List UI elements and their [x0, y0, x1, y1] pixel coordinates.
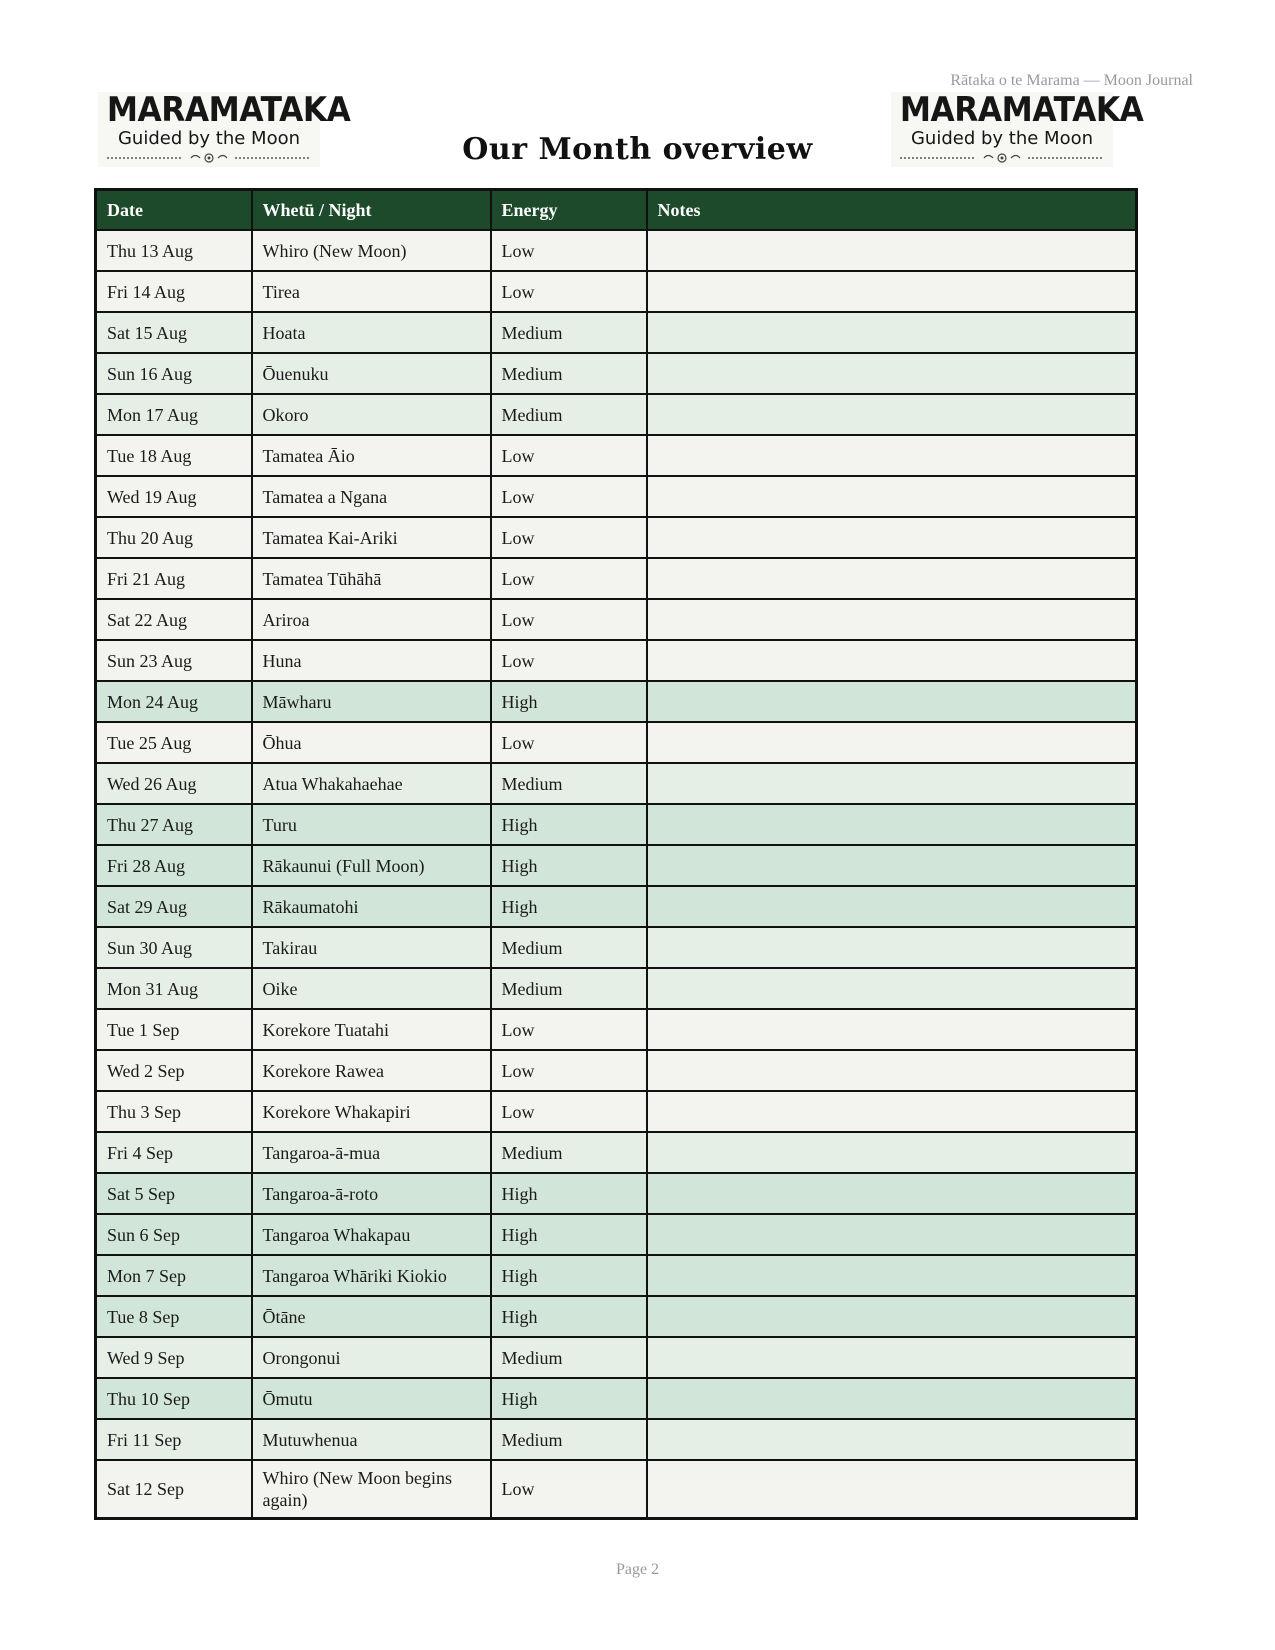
whetu-night-cell: Ōmutu: [252, 1378, 491, 1419]
energy-cell: Low: [491, 599, 647, 640]
energy-cell: Medium: [491, 312, 647, 353]
date-cell: Sat 5 Sep: [96, 1173, 252, 1214]
table-row: [96, 394, 1137, 435]
date-cell: Fri 28 Aug: [96, 845, 252, 886]
table-row: [96, 1255, 1137, 1296]
energy-cell: Low: [491, 517, 647, 558]
date-cell: Sun 23 Aug: [96, 640, 252, 681]
energy-cell: Low: [491, 435, 647, 476]
notes-cell[interactable]: [647, 1173, 1137, 1214]
energy-cell: High: [491, 1255, 647, 1296]
date-cell: Sun 16 Aug: [96, 353, 252, 394]
logo-title: MARAMATAKA: [106, 90, 351, 130]
date-cell: Wed 26 Aug: [96, 763, 252, 804]
whetu-night-cell: Whiro (New Moon begins again): [252, 1460, 491, 1519]
notes-cell[interactable]: [647, 722, 1137, 763]
notes-cell[interactable]: [647, 312, 1137, 353]
whetu-night-cell: Turu: [252, 804, 491, 845]
notes-cell[interactable]: [647, 1255, 1137, 1296]
table-row: [96, 353, 1137, 394]
table-row: [96, 558, 1137, 599]
notes-cell[interactable]: [647, 968, 1137, 1009]
whetu-night-cell: Huna: [252, 640, 491, 681]
energy-cell: Medium: [491, 927, 647, 968]
energy-cell: High: [491, 845, 647, 886]
notes-cell[interactable]: [647, 271, 1137, 312]
table-row: [96, 968, 1137, 1009]
notes-cell[interactable]: [647, 476, 1137, 517]
month-overview-table: [94, 188, 1138, 1520]
whetu-night-cell: Māwharu: [252, 681, 491, 722]
date-cell: Wed 2 Sep: [96, 1050, 252, 1091]
logo-subtitle: Guided by the Moon: [117, 128, 301, 149]
energy-cell: Low: [491, 640, 647, 681]
date-cell: Thu 13 Aug: [96, 230, 252, 271]
energy-cell: High: [491, 804, 647, 845]
whetu-night-cell: Oike: [252, 968, 491, 1009]
notes-cell[interactable]: [647, 1419, 1137, 1460]
energy-cell: High: [491, 1378, 647, 1419]
notes-cell[interactable]: [647, 599, 1137, 640]
whetu-night-cell: Tamatea a Ngana: [252, 476, 491, 517]
energy-cell: Low: [491, 1091, 647, 1132]
column-header-night: Whetū / Night: [252, 190, 491, 231]
table-body: [96, 230, 1137, 1519]
date-cell: Sun 6 Sep: [96, 1214, 252, 1255]
date-cell: Fri 14 Aug: [96, 271, 252, 312]
table-row: [96, 230, 1137, 271]
table-row: [96, 476, 1137, 517]
whetu-night-cell: Ōtāne: [252, 1296, 491, 1337]
date-cell: Mon 17 Aug: [96, 394, 252, 435]
whetu-night-cell: Ōuenuku: [252, 353, 491, 394]
notes-cell[interactable]: [647, 1132, 1137, 1173]
table-row: [96, 763, 1137, 804]
date-cell: Fri 4 Sep: [96, 1132, 252, 1173]
table-row: [96, 1091, 1137, 1132]
notes-cell[interactable]: [647, 927, 1137, 968]
energy-cell: High: [491, 886, 647, 927]
table-row: [96, 804, 1137, 845]
date-cell: Thu 10 Sep: [96, 1378, 252, 1419]
date-cell: Tue 8 Sep: [96, 1296, 252, 1337]
energy-cell: Medium: [491, 1419, 647, 1460]
whetu-night-cell: Atua Whakahaehae: [252, 763, 491, 804]
table-row: [96, 312, 1137, 353]
whetu-night-cell: Rākaunui (Full Moon): [252, 845, 491, 886]
notes-cell[interactable]: [647, 435, 1137, 476]
table-row: [96, 927, 1137, 968]
notes-cell[interactable]: [647, 353, 1137, 394]
energy-cell: Medium: [491, 353, 647, 394]
whetu-night-cell: Tamatea Āio: [252, 435, 491, 476]
energy-cell: Low: [491, 1460, 647, 1519]
date-cell: Fri 21 Aug: [96, 558, 252, 599]
date-cell: Thu 27 Aug: [96, 804, 252, 845]
table-row: [96, 640, 1137, 681]
date-cell: Sun 30 Aug: [96, 927, 252, 968]
table-header-row: [96, 190, 1137, 231]
notes-cell[interactable]: [647, 517, 1137, 558]
energy-cell: High: [491, 681, 647, 722]
notes-cell[interactable]: [647, 763, 1137, 804]
page-number: Page 2: [615, 1561, 660, 1578]
energy-cell: High: [491, 1214, 647, 1255]
whetu-night-cell: Ōhua: [252, 722, 491, 763]
notes-cell[interactable]: [647, 1091, 1137, 1132]
whetu-night-cell: Tangaroa-ā-roto: [252, 1173, 491, 1214]
date-cell: Wed 9 Sep: [96, 1337, 252, 1378]
journal-header-note: Rātaka o te Marama — Moon Journal: [950, 72, 1193, 89]
table-row: [96, 599, 1137, 640]
date-cell: Thu 20 Aug: [96, 517, 252, 558]
table-row: [96, 1214, 1137, 1255]
table-row: [96, 1460, 1137, 1519]
notes-cell[interactable]: [647, 1296, 1137, 1337]
whetu-night-cell: Tamatea Tūhāhā: [252, 558, 491, 599]
table-row: [96, 1009, 1137, 1050]
energy-cell: Low: [491, 230, 647, 271]
notes-cell[interactable]: [647, 394, 1137, 435]
whetu-night-cell: Tamatea Kai-Ariki: [252, 517, 491, 558]
date-cell: Tue 18 Aug: [96, 435, 252, 476]
notes-cell[interactable]: [647, 681, 1137, 722]
notes-cell[interactable]: [647, 230, 1137, 271]
whetu-night-cell: Tirea: [252, 271, 491, 312]
table-row: [96, 1050, 1137, 1091]
energy-cell: Low: [491, 476, 647, 517]
date-cell: Sat 12 Sep: [96, 1460, 252, 1519]
energy-cell: Low: [491, 271, 647, 312]
table-row: [96, 1378, 1137, 1419]
date-cell: Tue 1 Sep: [96, 1009, 252, 1050]
whetu-night-cell: Tangaroa-ā-mua: [252, 1132, 491, 1173]
logo-title: MARAMATAKA: [899, 90, 1144, 130]
whetu-night-cell: Hoata: [252, 312, 491, 353]
date-cell: Mon 31 Aug: [96, 968, 252, 1009]
energy-cell: Medium: [491, 1337, 647, 1378]
notes-cell[interactable]: [647, 804, 1137, 845]
whetu-night-cell: Mutuwhenua: [252, 1419, 491, 1460]
whetu-night-cell: Takirau: [252, 927, 491, 968]
energy-cell: Medium: [491, 394, 647, 435]
whetu-night-cell: Korekore Rawea: [252, 1050, 491, 1091]
table-row: [96, 681, 1137, 722]
whetu-night-cell: Okoro: [252, 394, 491, 435]
notes-cell[interactable]: [647, 1337, 1137, 1378]
energy-cell: Low: [491, 1050, 647, 1091]
table-row: [96, 1173, 1137, 1214]
energy-cell: Medium: [491, 1132, 647, 1173]
notes-cell[interactable]: [647, 1460, 1137, 1519]
notes-cell[interactable]: [647, 886, 1137, 927]
energy-cell: Medium: [491, 763, 647, 804]
whetu-night-cell: Orongonui: [252, 1337, 491, 1378]
date-cell: Wed 19 Aug: [96, 476, 252, 517]
table-row: [96, 1419, 1137, 1460]
energy-cell: Low: [491, 722, 647, 763]
date-cell: Sat 15 Aug: [96, 312, 252, 353]
date-cell: Fri 11 Sep: [96, 1419, 252, 1460]
energy-cell: High: [491, 1296, 647, 1337]
date-cell: Sat 29 Aug: [96, 886, 252, 927]
table-row: [96, 271, 1137, 312]
table-row: [96, 1337, 1137, 1378]
notes-cell[interactable]: [647, 1050, 1137, 1091]
column-header-energy: Energy: [491, 190, 647, 231]
table-row: [96, 1132, 1137, 1173]
whetu-night-cell: Ariroa: [252, 599, 491, 640]
notes-cell[interactable]: [647, 1009, 1137, 1050]
whetu-night-cell: Korekore Whakapiri: [252, 1091, 491, 1132]
logo-subtitle: Guided by the Moon: [910, 128, 1094, 149]
table-row: [96, 1296, 1137, 1337]
page-title: Our Month overview: [462, 132, 813, 167]
notes-cell[interactable]: [647, 640, 1137, 681]
date-cell: Thu 3 Sep: [96, 1091, 252, 1132]
notes-cell[interactable]: [647, 845, 1137, 886]
column-header-date: Date: [96, 190, 252, 231]
date-cell: Mon 24 Aug: [96, 681, 252, 722]
energy-cell: High: [491, 1173, 647, 1214]
energy-cell: Low: [491, 1009, 647, 1050]
date-cell: Tue 25 Aug: [96, 722, 252, 763]
date-cell: Mon 7 Sep: [96, 1255, 252, 1296]
notes-cell[interactable]: [647, 558, 1137, 599]
column-header-notes: Notes: [647, 190, 1137, 231]
whetu-night-cell: Rākaumatohi: [252, 886, 491, 927]
whetu-night-cell: Tangaroa Whāriki Kiokio: [252, 1255, 491, 1296]
whetu-night-cell: Tangaroa Whakapau: [252, 1214, 491, 1255]
table-row: [96, 886, 1137, 927]
whetu-night-cell: Whiro (New Moon): [252, 230, 491, 271]
notes-cell[interactable]: [647, 1378, 1137, 1419]
table-row: [96, 435, 1137, 476]
energy-cell: Low: [491, 558, 647, 599]
date-cell: Sat 22 Aug: [96, 599, 252, 640]
notes-cell[interactable]: [647, 1214, 1137, 1255]
energy-cell: Medium: [491, 968, 647, 1009]
table-row: [96, 845, 1137, 886]
table-row: [96, 722, 1137, 763]
whetu-night-cell: Korekore Tuatahi: [252, 1009, 491, 1050]
table-row: [96, 517, 1137, 558]
